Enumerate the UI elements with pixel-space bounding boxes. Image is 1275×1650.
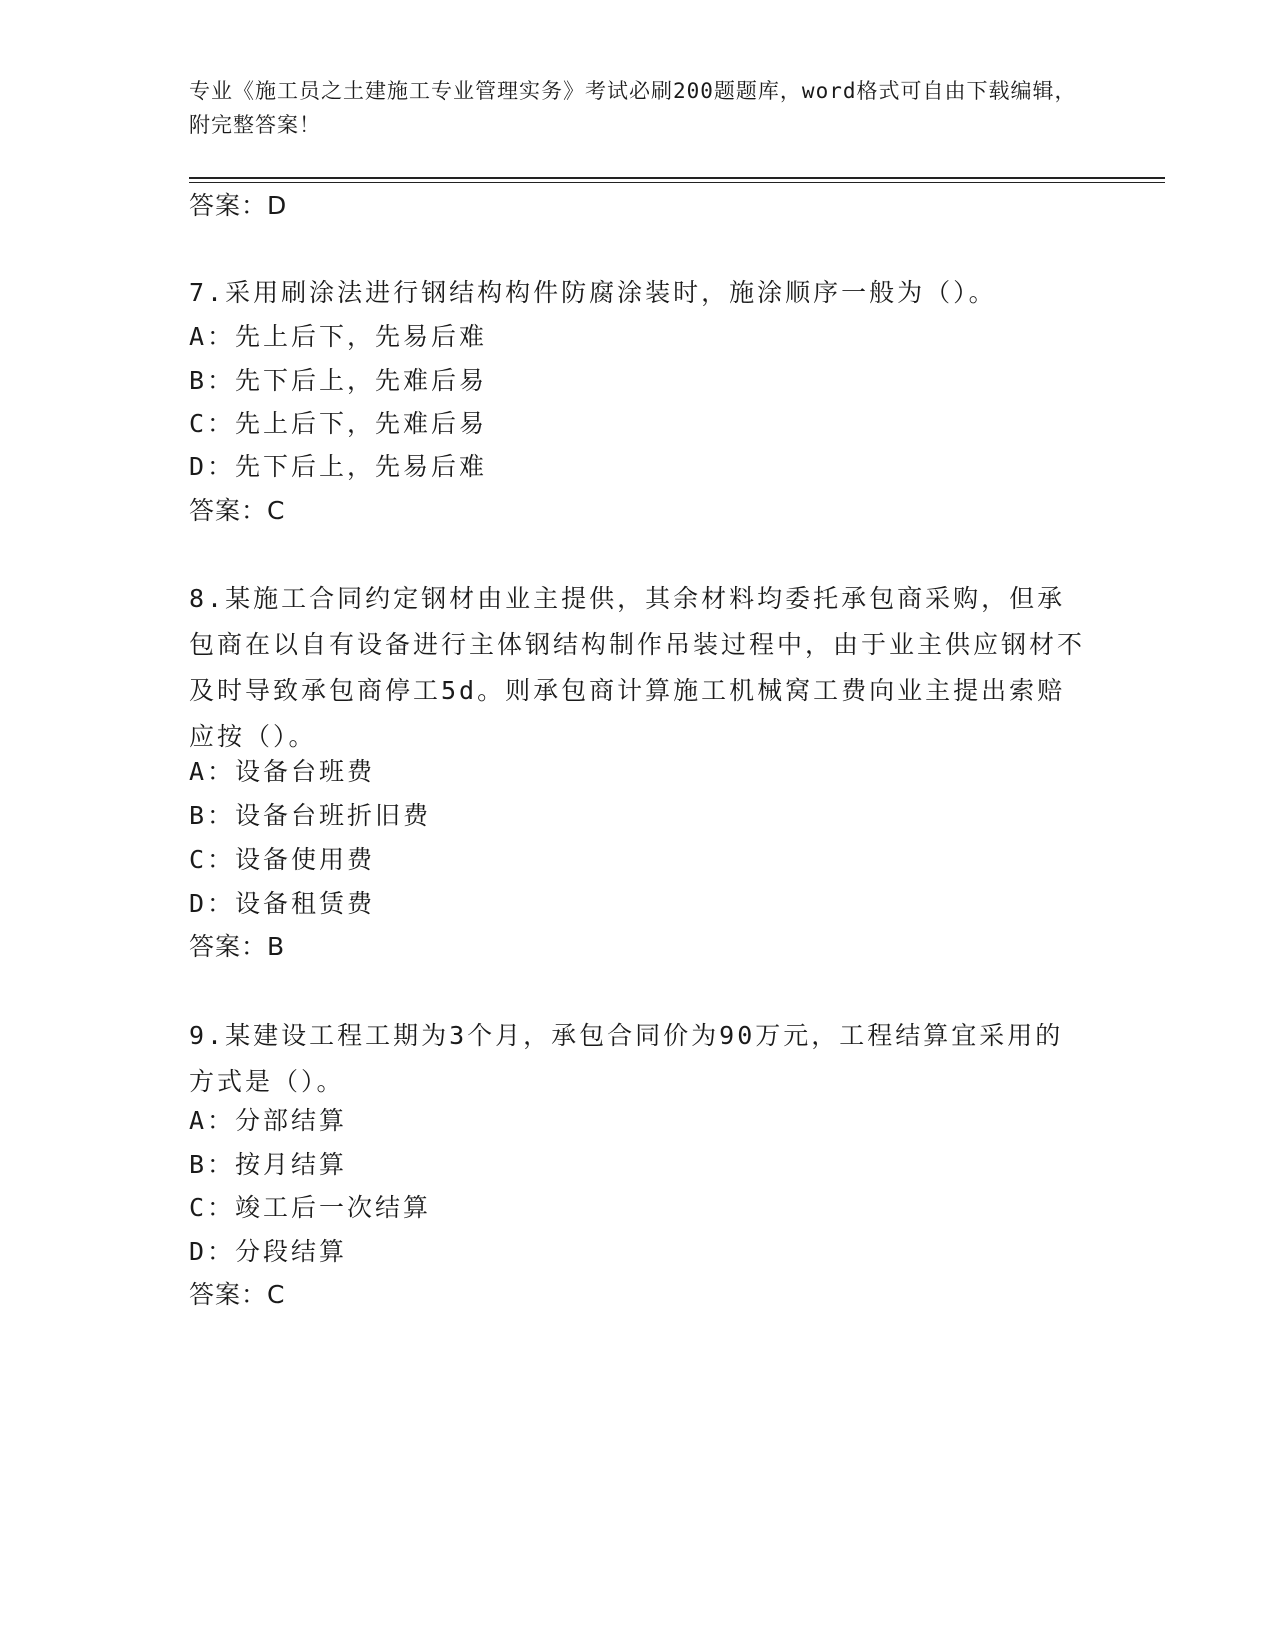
question-9-text: 9.某建设工程工期为3个月，承包合同价为90万元，工程结算宜采用的方式是（）。 [189,1021,1064,1096]
question-8-option-a: A：设备台班费 [189,757,376,786]
previous-answer: 答案：D [189,191,288,220]
question-7-option-c: C：先上后下，先难后易 [189,409,488,438]
question-8-answer: 答案：B [189,932,286,961]
question-8-option-c: C：设备使用费 [189,845,376,874]
question-9-option-a: A：分部结算 [189,1106,348,1135]
question-7-option-d: D：先下后上，先易后难 [189,452,488,481]
question-9-option-c: C：竣工后一次结算 [189,1193,432,1222]
question-8-option-d: D：设备租赁费 [189,889,376,918]
page-header: 专业《施工员之土建施工专业管理实务》考试必刷200题题库，word格式可自由下载编辑，附完整答案！ [189,79,1077,137]
question-7-option-a: A：先上后下，先易后难 [189,322,488,351]
question-9-option-b: B：按月结算 [189,1150,348,1179]
question-7-option-b: B：先下后上，先难后易 [189,366,488,395]
header-rule-thick [189,177,1165,179]
question-9-answer: 答案：C [189,1280,286,1309]
question-8-option-b: B：设备台班折旧费 [189,801,432,830]
question-7-text: 7.采用刷涂法进行钢结构构件防腐涂装时，施涂顺序一般为（）。 [189,278,997,307]
question-8-text: 8.某施工合同约定钢材由业主提供，其余材料均委托承包商采购，但承包商在以自有设备进行主体钢结构制作吊装过程中，由于业主供应钢材不及时导致承包商停工5d。则承包商计算施工机械窝工费向业主提出索赔应按（）。 [189,584,1086,751]
question-7-answer: 答案：C [189,496,286,525]
question-9-option-d: D：分段结算 [189,1237,348,1266]
header-rule-thin [189,182,1165,183]
